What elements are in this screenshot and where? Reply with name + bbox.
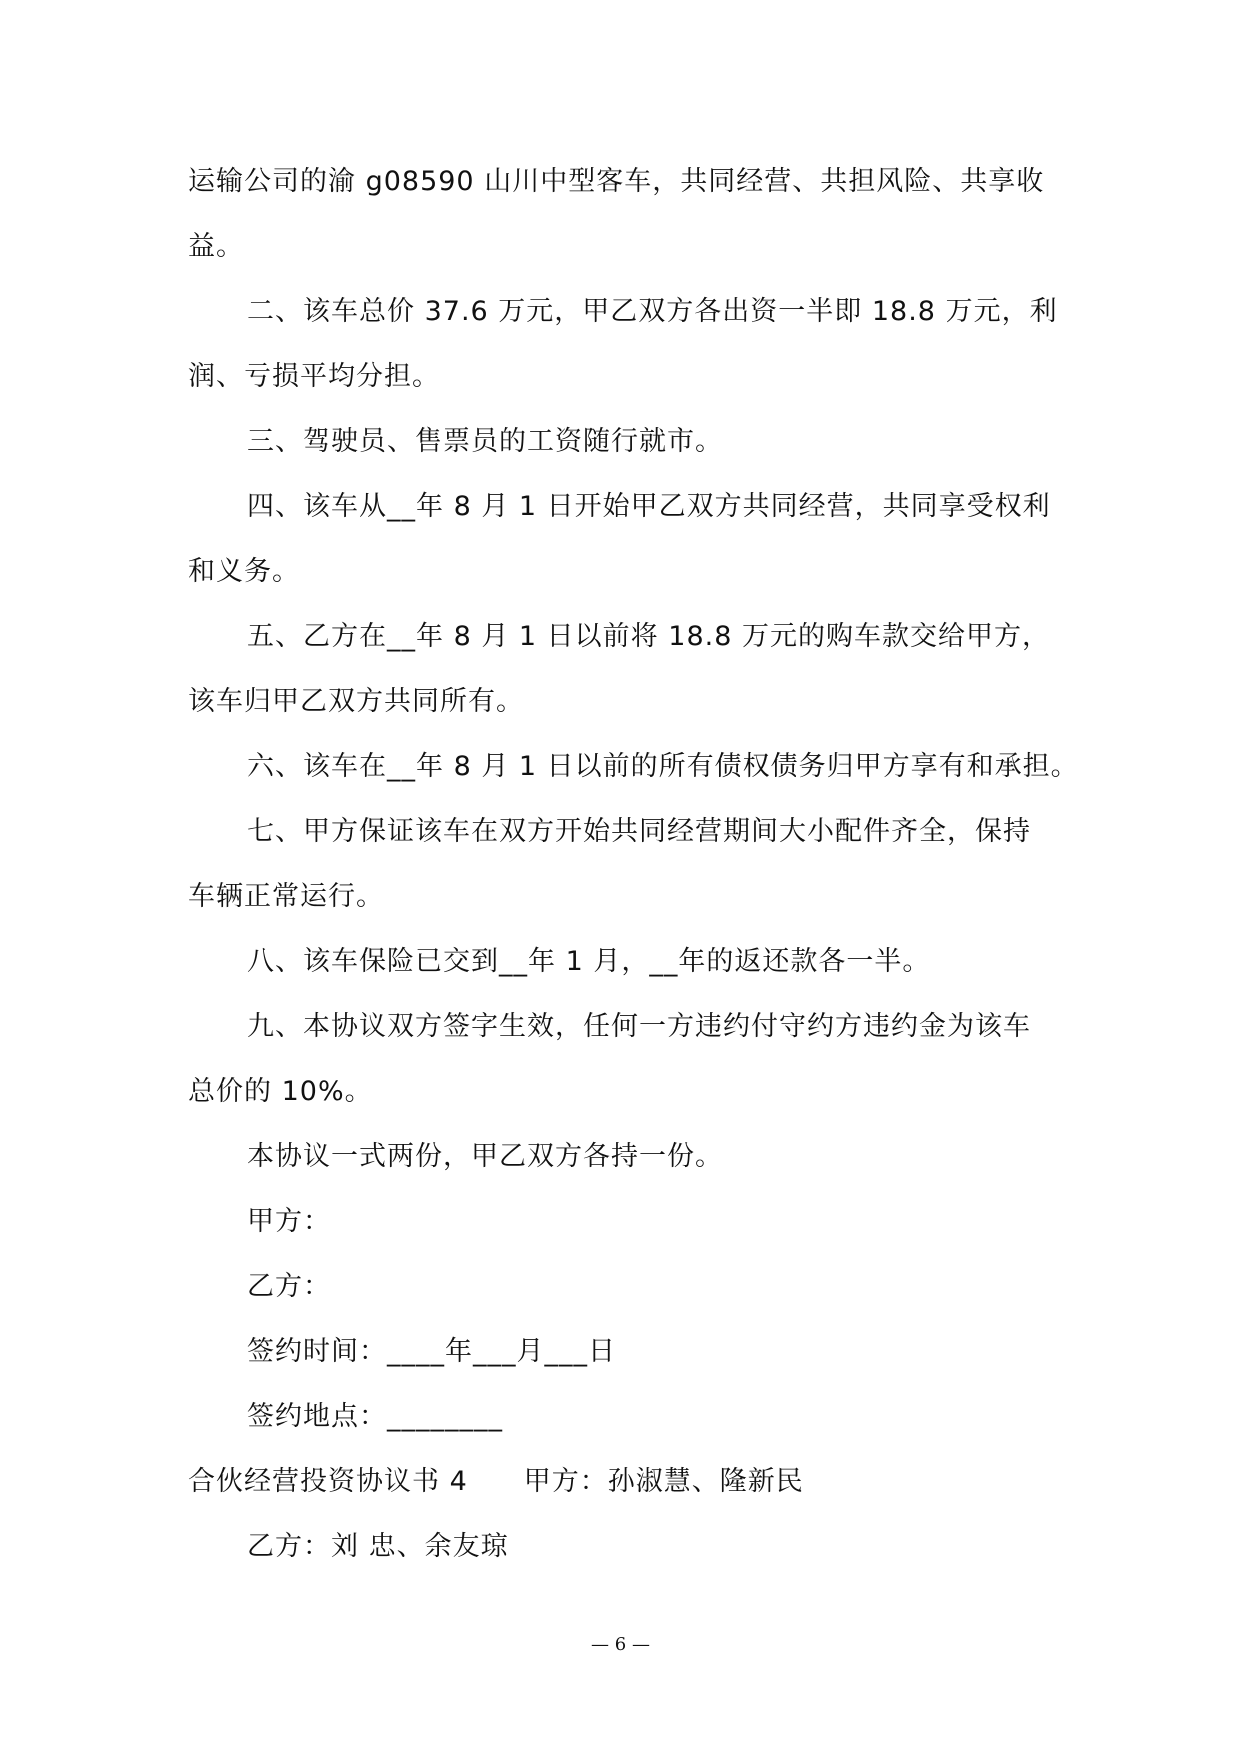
text-line: 乙方：刘 忠、余友琼 — [247, 1531, 509, 1562]
text-line: 甲方： — [247, 1206, 331, 1237]
text-line: 八、该车保险已交到__年 1 月，__年的返还款各一半。 — [247, 946, 931, 977]
text-line: 和义务。 — [188, 556, 300, 587]
text-line: 四、该车从__年 8 月 1 日开始甲乙双方共同经营，共同享受权利 — [247, 491, 1051, 522]
text-line: 签约地点：________ — [247, 1401, 503, 1432]
text-line: 运输公司的渝 g08590 山川中型客车，共同经营、共担风险、共享收 — [188, 166, 1045, 197]
text-line: 签约时间：____年___月___日 — [247, 1336, 616, 1367]
text-line: 三、驾驶员、售票员的工资随行就市。 — [247, 426, 723, 457]
text-line: 总价的 10%。 — [188, 1076, 373, 1107]
text-line: 本协议一式两份，甲乙双方各持一份。 — [247, 1141, 723, 1172]
page-number: — 6 — — [591, 1634, 650, 1655]
text-line: 乙方： — [247, 1271, 331, 1302]
text-line: 五、乙方在__年 8 月 1 日以前将 18.8 万元的购车款交给甲方， — [247, 621, 1050, 652]
text-line: 车辆正常运行。 — [188, 881, 384, 912]
text-line: 润、亏损平均分担。 — [188, 361, 440, 392]
text-line: 六、该车在__年 8 月 1 日以前的所有债权债务归甲方享有和承担。 — [247, 751, 1079, 782]
text-line: 合伙经营投资协议书 4 甲方：孙淑慧、隆新民 — [188, 1466, 804, 1497]
text-line: 九、本协议双方签字生效，任何一方违约付守约方违约金为该车 — [247, 1011, 1031, 1042]
text-line: 二、该车总价 37.6 万元，甲乙双方各出资一半即 18.8 万元，利 — [247, 296, 1058, 327]
text-line: 七、甲方保证该车在双方开始共同经营期间大小配件齐全，保持 — [247, 816, 1031, 847]
text-line: 益。 — [188, 231, 244, 262]
text-line: 该车归甲乙双方共同所有。 — [188, 686, 524, 717]
